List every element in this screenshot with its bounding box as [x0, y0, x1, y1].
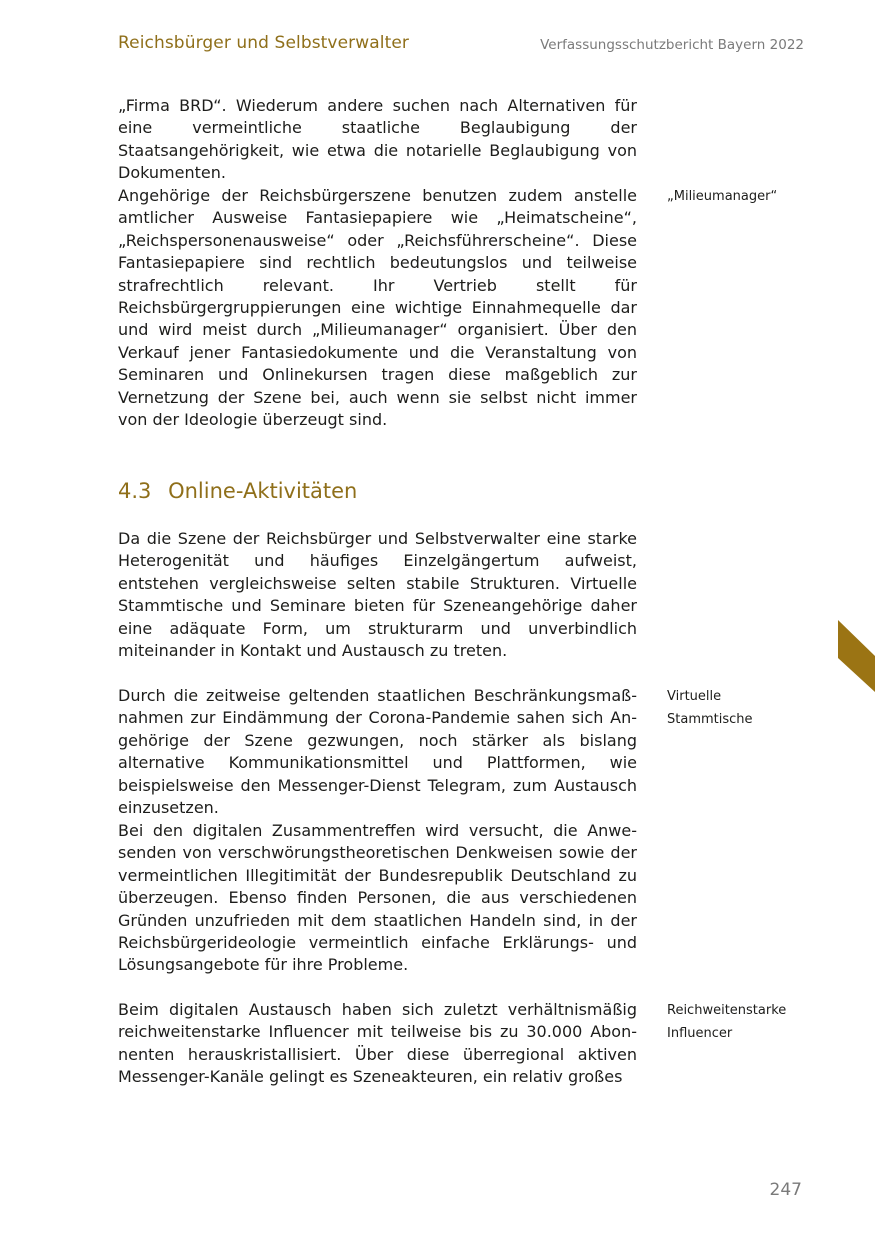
body-paragraph-4: Durch die zeitweise geltenden staatlichen Beschränkungsmaßnahmen zur Eindämmung der Corona-Pandemie sahen sich Angehörige der Szene gezwungen, noch stärker als bislang alternative Kommunikationsmittel und Plattformen, wie beispielsweise den Messenger-Dienst Telegram, zum Austausch einzusetzen. — [118, 686, 637, 818]
body-paragraph-6: Beim digitalen Austausch haben sich zuletzt verhältnismäßig reichweitenstarke Influencer mit teilweise bis zu 30.000 Abonnenten herauskristallisiert. Über diese überregional aktiven Messenger-Kanäle gelingt es Szeneakteuren, ein relativ großes — [118, 1000, 637, 1087]
running-header-report-title: Verfassungsschutzbericht Bayern 2022 — [540, 37, 804, 53]
margin-note-text: „Milieumanager“ — [667, 189, 778, 204]
section-title-text: Online-Aktivitäten — [168, 479, 358, 503]
body-paragraph-1: „Firma BRD“. Wiederum andere suchen nach Alternativen für eine vermeintliche staatliche Beglaubigung der Staatsangehörigkeit, wie etwa die notarielle Beglaubigung von Dokumenten. — [118, 96, 637, 183]
margin-note-line: Virtuelle — [667, 689, 722, 704]
body-paragraph-3: Da die Szene der Reichsbürger und Selbstverwalter eine starke Heterogenität und häufiges Einzelgängertum aufweist, entstehen vergleichsweise selten stabile Strukturen. Virtuelle Stammtische und Seminare bieten für Szeneangehörige daher eine adäquate Form, um strukturarm und unverbindlich miteinander in Kontakt und Austausch zu treten. — [118, 529, 637, 661]
section-heading — [118, 479, 357, 503]
margin-note-line: Influencer — [667, 1025, 733, 1041]
page-number: 247 — [769, 1180, 802, 1200]
body-paragraph-2: Angehörige der Reichsbürgerszene benutzen zudem anstelle amtlicher Ausweise Fantasiepapiere wie „Heimatscheine“, „Reichspersonenausweise“ oder „Reichsführerscheine“. Diese Fantasiepapiere sind rechtlich bedeutungslos und teilweise strafrechtlich relevant. Ihr Vertrieb stellt für Reichsbürgergruppierungen eine wichtige Einnahmequelle dar und wird meist durch „Milieumanager“ organisiert. Über den Verkauf jener Fantasiedokumente und die Veranstaltung von Seminaren und Onlinekursen tragen diese maßgeblich zur Vernetzung der Szene bei, auch wenn sie selbst nicht immer von der Ideologie überzeugt sind. — [118, 186, 637, 430]
margin-note-milieumanager — [667, 186, 807, 209]
running-header-chapter-title: Reichsbürger und Selbstverwalter — [118, 33, 410, 53]
margin-note-line: Reichweitenstarke — [667, 1003, 787, 1018]
body-paragraph-5: Bei den digitalen Zusammentreffen wird versucht, die Anwesenden von verschwörungstheoretischen Denkweisen sowie der vermeintlichen Illegitimität der Bundesrepublik Deutschland zu überzeugen. Ebenso finden Personen, die aus verschiedenen Gründen unzufrieden mit dem staatlichen Handeln sind, in der Reichsbürgerideologie vermeintlich einfache Erklärungs- und Lösungsangebote für ihre Probleme. — [118, 821, 637, 975]
margin-note-reichweitenstarke-influencer — [667, 1000, 807, 1045]
section-number: 4.3 — [118, 479, 152, 503]
margin-note-virtuelle-stammtische — [667, 686, 807, 731]
chapter-tab-shape — [838, 620, 875, 692]
margin-note-line: Stammtische — [667, 711, 753, 727]
chapter-tab-marker — [838, 620, 875, 692]
